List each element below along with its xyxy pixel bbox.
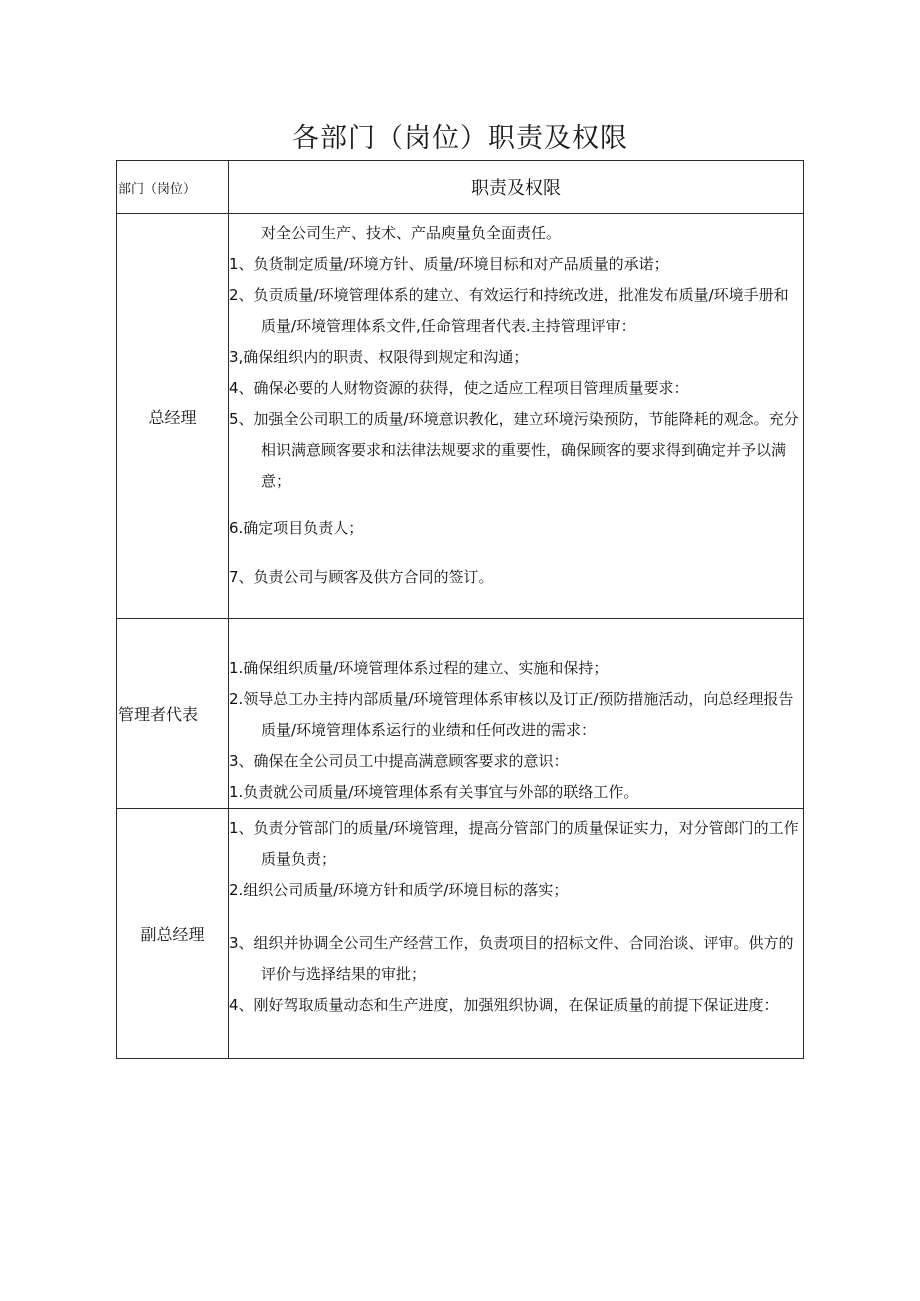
duty-item: 2.领导总工办主持内部质量/环境管理体系审核以及订正/预防措施活动，向总经理报告质量/环境管理体系运行的业绩和任何改进的需求：	[229, 690, 794, 739]
duty-item: 5、加强全公司职工的质量/环境意识教化，建立环境污染预防，节能降耗的观念。充分相识满意顾客要求和法律法规要求的重要性，确保顾客的要求得到确定并予以满意；	[229, 410, 799, 490]
duty-item: 4、刚好驾取质量动态和生产进度，加强殂织协调，在保证质量的前提下保证进度：	[229, 996, 779, 1014]
header-dept: 部门（岗位）	[117, 161, 229, 214]
duties-general-manager	[229, 214, 804, 619]
table-header-row	[117, 161, 804, 214]
duty-item: 对全公司生产、技术、产品庾量负全面责任。	[261, 224, 562, 242]
duty-item: 2、负贡质量/环境管理体系的建立、有效运行和持统改进，批准发布质量/环境手册和质量/环境管理体系文件,任命管理者代表.主持管理评审：	[229, 286, 789, 335]
duty-item: 2.组织公司质量/环境方针和质学/环境目标的落实；	[229, 881, 569, 899]
table-row	[117, 619, 804, 809]
duty-item: 4、确保必要的人财物资源的获得，使之适应工程项目管理质量要求：	[229, 379, 689, 397]
duty-item: 1.确保组织质量/环境管理体系过程的建立、实施和保持；	[229, 659, 609, 677]
dept-deputy-gm: 副总经理	[117, 809, 229, 1059]
duty-item: 3、组织并协调全公司生产经营工作，负责项目的招标文件、合同治谈、评审。供方的评价与选择结果的审批；	[229, 934, 794, 983]
table-row	[117, 809, 804, 1059]
duties-management-rep	[229, 619, 804, 809]
dept-general-manager: 总经理	[117, 214, 229, 619]
table-row	[117, 214, 804, 619]
header-duties: 职责及权限	[229, 161, 804, 214]
duties-table	[116, 160, 804, 1059]
duties-deputy-gm	[229, 809, 804, 1059]
duty-item: 1、负货制定质量/环境方针、质量/环境目标和对产品质量的承诺；	[229, 255, 669, 273]
page-title: 各部门（岗位）职责及权限	[292, 123, 628, 154]
duty-item: 6.确定项目负责人；	[229, 519, 364, 537]
duty-item: 1、负责分管部门的质量/环境管理，提高分管部门的质量保证实力，对分管郎门的工作质量负责；	[229, 819, 799, 868]
duty-item: 3、确保在全公司员工中提高满意顾客要求的意识：	[229, 752, 569, 770]
duty-item: 7、负责公司与顾客及供方合同的签订。	[229, 568, 494, 586]
duty-item: 1.负责就公司质量/环境管理体系有关事宜与外部的联络工作。	[229, 783, 639, 801]
duty-item: 3,确保组织内的职责、权限得到规定和沟通；	[229, 348, 529, 366]
dept-management-rep: 管理者代表	[117, 619, 229, 809]
